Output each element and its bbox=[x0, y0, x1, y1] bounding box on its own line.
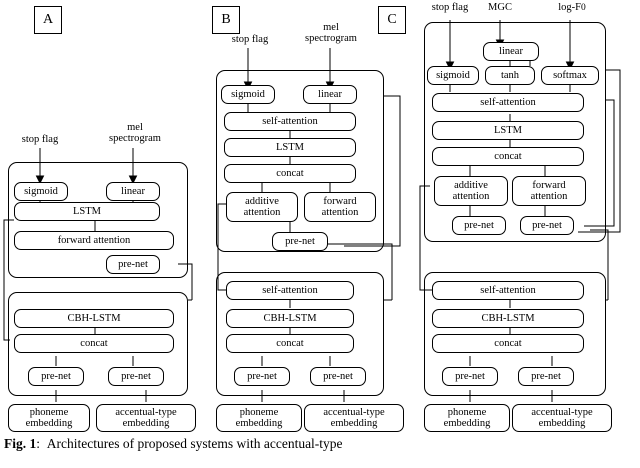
system-b-forward-attention-label: forward attention bbox=[321, 195, 359, 218]
system-c-additive-attention-label: additive attention bbox=[452, 179, 490, 202]
system-c-self-attention: self-attention bbox=[432, 93, 584, 112]
system-c-decoder-pre-net-1: pre-net bbox=[452, 216, 506, 235]
system-b-additive-attention bbox=[226, 192, 298, 222]
system-a-encoder-pre-net-2: pre-net bbox=[108, 367, 164, 386]
system-c-linear: linear bbox=[483, 42, 539, 61]
system-c-concat-encoder: concat bbox=[432, 334, 584, 353]
system-a-linear: linear bbox=[106, 182, 160, 201]
system-c-lstm: LSTM bbox=[432, 121, 584, 140]
system-a-decoder-pre-net: pre-net bbox=[106, 255, 160, 274]
system-c-input-mgc: MGC bbox=[488, 2, 512, 13]
system-c-accentual-type-embedding bbox=[512, 404, 612, 432]
system-a-tag: A bbox=[34, 6, 62, 34]
system-a-accentual-type-embedding-label: accentual-type embedding bbox=[115, 406, 177, 429]
system-a-accentual-type-embedding bbox=[96, 404, 196, 432]
system-b-cbh-lstm: CBH-LSTM bbox=[226, 309, 354, 328]
system-b-decoder-pre-net: pre-net bbox=[272, 232, 328, 251]
figure-caption bbox=[0, 436, 640, 453]
system-b-forward-attention bbox=[304, 192, 376, 222]
system-a-phoneme-embedding bbox=[8, 404, 90, 432]
system-c-phoneme-embedding bbox=[424, 404, 510, 432]
system-a-concat: concat bbox=[14, 334, 174, 353]
system-a-cbh-lstm: CBH-LSTM bbox=[14, 309, 174, 328]
system-a-phoneme-embedding-label: phoneme embedding bbox=[25, 406, 73, 429]
system-c-decoder-pre-net-2: pre-net bbox=[520, 216, 574, 235]
system-b-encoder-pre-net-1: pre-net bbox=[234, 367, 290, 386]
system-a-input-stop-flag: stop flag bbox=[21, 134, 59, 145]
system-c-self-attention-encoder: self-attention bbox=[432, 281, 584, 300]
figure-caption-text: Architectures of proposed systems with accentual-type bbox=[46, 436, 343, 451]
system-b-encoder-pre-net-2: pre-net bbox=[310, 367, 366, 386]
system-b-linear: linear bbox=[303, 85, 357, 104]
system-c-forward-attention bbox=[512, 176, 586, 206]
system-c-concat: concat bbox=[432, 147, 584, 166]
system-b-tag: B bbox=[212, 6, 240, 34]
system-c-sigmoid: sigmoid bbox=[427, 66, 479, 85]
system-b-concat: concat bbox=[224, 164, 356, 183]
system-c-encoder-pre-net-1: pre-net bbox=[442, 367, 498, 386]
system-b-phoneme-embedding bbox=[216, 404, 302, 432]
figure-caption-sep: : bbox=[36, 436, 41, 451]
system-c-additive-attention bbox=[434, 176, 508, 206]
system-b-accentual-type-embedding bbox=[304, 404, 404, 432]
system-c-phoneme-embedding-label: phoneme embedding bbox=[443, 406, 491, 429]
system-b-lstm: LSTM bbox=[224, 138, 356, 157]
system-a-input-mel-spectrogram: mel spectrogram bbox=[109, 122, 161, 145]
system-c-forward-attention-label: forward attention bbox=[530, 179, 568, 202]
system-c-input-log-f0: log-F0 bbox=[558, 2, 586, 13]
figure-caption-label: Fig. 1 bbox=[4, 436, 37, 451]
system-c-tag: C bbox=[378, 6, 406, 34]
system-b-phoneme-embedding-label: phoneme embedding bbox=[235, 406, 283, 429]
system-b-input-mel-spectrogram: mel spectrogram bbox=[305, 22, 357, 45]
system-c-encoder-pre-net-2: pre-net bbox=[518, 367, 574, 386]
system-b-self-attention: self-attention bbox=[224, 112, 356, 131]
system-a-forward-attention: forward attention bbox=[14, 231, 174, 250]
system-a-lstm: LSTM bbox=[14, 202, 160, 221]
system-a-encoder-pre-net-1: pre-net bbox=[28, 367, 84, 386]
system-b-sigmoid: sigmoid bbox=[221, 85, 275, 104]
system-b-concat-encoder: concat bbox=[226, 334, 354, 353]
system-b-accentual-type-embedding-label: accentual-type embedding bbox=[323, 406, 385, 429]
system-c-cbh-lstm: CBH-LSTM bbox=[432, 309, 584, 328]
system-a-sigmoid: sigmoid bbox=[14, 182, 68, 201]
system-b-self-attention-encoder: self-attention bbox=[226, 281, 354, 300]
system-b-additive-attention-label: additive attention bbox=[243, 195, 281, 218]
system-b-input-stop-flag: stop flag bbox=[231, 34, 269, 45]
system-c-input-stop-flag: stop flag bbox=[431, 2, 469, 13]
system-c-tanh: tanh bbox=[485, 66, 535, 85]
system-c-accentual-type-embedding-label: accentual-type embedding bbox=[531, 406, 593, 429]
system-c-softmax: softmax bbox=[541, 66, 599, 85]
